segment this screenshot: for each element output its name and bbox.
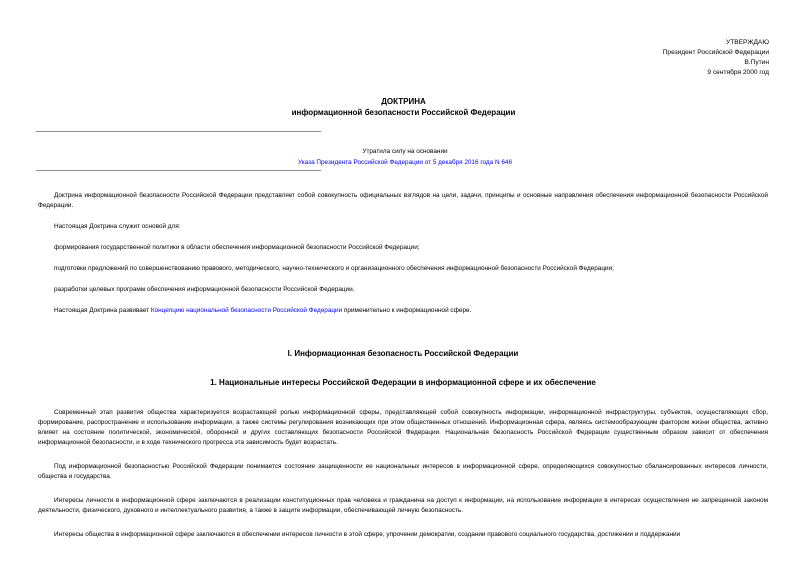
paragraph-policy: формирования государственной политики в области обеспечения информационной безопасности Российской Федерации; [54,244,420,251]
approval-block [663,38,769,78]
document-title-line1: ДОКТРИНА [381,97,426,106]
paragraph-concept [38,306,768,316]
document-title [0,96,807,118]
approval-date: 9 сентября 2000 год [707,69,769,76]
paragraph-personal-interests: Интересы личности в информационной сфере заключаются в реализации конституционных прав человека и гражданина на доступ к информации, на использование информации в интересах осуществления не запрещенной законом деятельности, физического, духовного и интеллектуального развития, а также в защите информации, обеспечивающей личную безопасность. [38,497,768,514]
paragraph-intro: Доктрина информационной безопасности Российской Федерации представляет собой совокупность официальных взглядов на цели, задачи, принципы и основные направления обеспечения информационной безопасности Российской Федерации. [38,192,768,209]
concept-text-before: Настоящая Доктрина развивает [54,307,151,314]
document-body [38,191,768,540]
repeal-decree-link[interactable]: Указа Президента Российской Федерации от 5 декабря 2016 года N 646 [297,159,513,166]
paragraph-programs: разработки целевых программ обеспечения информационной безопасности Российской Федерации. [54,286,355,293]
repeal-note [280,146,530,168]
paragraph-basis: Настоящая Доктрина служит основой для: [54,223,181,230]
divider-top [36,131,321,132]
repeal-text: Утратила силу на основании [362,148,448,155]
paragraph-definition: Под информационной безопасностью Российской Федерации понимается состояние защищенности ее национальных интересов в информационной сфере, определяющихся совокупностью сбалансированных интересов личности, общества и государства. [38,463,768,480]
document-title-line2: информационной безопасности Российской Федерации [291,108,516,117]
divider-bottom [36,170,321,171]
concept-text-after: применительно к информационной сфере. [342,307,472,314]
subsection-heading: 1. Национальные интересы Российской Федерации в информационной сфере и их обеспечение [210,378,596,387]
paragraph-society-interests: Интересы общества в информационной сфере заключаются в обеспечении интересов личности в этой сфере, упрочении демократии, создании правового социального государства, достижении и поддержании [54,531,681,538]
approval-signatory: В.Путин [744,59,769,66]
approval-heading: УТВЕРЖДАЮ [726,39,769,46]
section-heading: I. Информационная безопасность Российской Федерации [287,349,519,358]
approval-position: Президент Российской Федерации [662,49,769,56]
paragraph-proposals: подготовки предложений по совершенствованию правового, методического, научно-технического и организационного обеспечения информационной безопасности Российской Федерации; [54,265,614,272]
paragraph-modern-stage: Современный этап развития общества характеризуется возрастающей ролью информационной сферы, представляющей собой совокупность информации, информационной инфраструктуры, субъектов, осуществляющих сбор, формирование, распространение и использование информации, а также системы регулирования возникающих при этом общественных отношений. Информационная сфера, являясь системообразующим фактором жизни общества, активно влияет на состояние политической, экономической, оборонной и других составляющих безопасности Российской Федерации. Национальная безопасность Российской Федерации существенным образом зависит от обеспечения информационной безопасности, и в ходе технического прогресса эта зависимость будет возрастать. [38,409,768,446]
concept-link[interactable]: Концепцию национальной безопасности Российской Федерации [150,307,343,314]
